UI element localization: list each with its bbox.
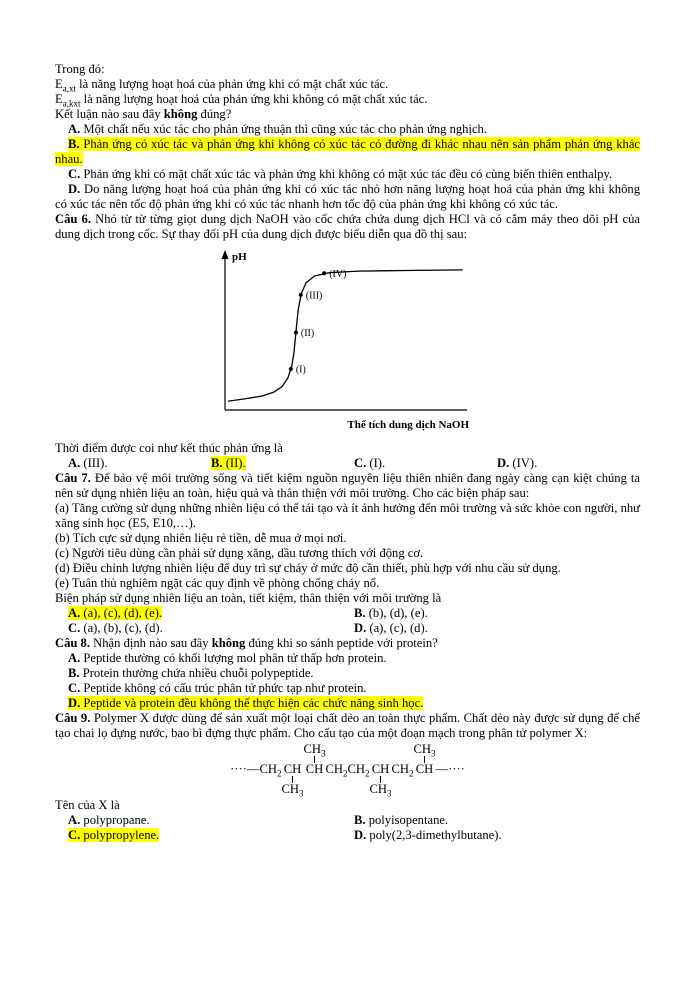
intro-options bbox=[55, 122, 640, 212]
q6-question: Thời điểm được coi như kết thúc phản ứng là bbox=[55, 441, 283, 455]
measure-item: (d) Điều chỉnh lượng nhiên liệu để duy trì sự cháy ở mức độ cần thiết, phù hợp với nhu cầu sử dụng. bbox=[55, 561, 561, 575]
chain-carbon-unit bbox=[260, 742, 282, 797]
answer-text: D. (IV). bbox=[497, 456, 538, 470]
q6-number: Câu 6. bbox=[55, 212, 91, 226]
answer-option-B bbox=[55, 666, 640, 681]
q9-options bbox=[68, 813, 640, 843]
q9-text: Polymer X được dùng để sản xuất một loại chất dẻo an toàn thực phẩm. Chất dẻo này được sử dụng để chế tạo chai lọ đựng nước, bao bì đựng thực phẩm. Cho cấu tạo của một đoạn mạch trong phân tử polymer X: bbox=[55, 711, 640, 740]
ea-kxt-text: là năng lượng hoạt hoá của phản ứng khi không có mặt chất xúc tác. bbox=[80, 92, 428, 106]
curve-point-label: (II) bbox=[300, 328, 315, 339]
y-axis-label: pH bbox=[232, 251, 247, 263]
answer-text: C. (I). bbox=[354, 456, 386, 470]
titration-curve bbox=[229, 270, 463, 401]
curve-point-dot bbox=[289, 367, 293, 371]
intro-heading: Trong đó: bbox=[55, 62, 105, 76]
q7-question: Biện pháp sử dụng nhiên liệu an toàn, tiết kiệm, thân thiện với môi trường là bbox=[55, 591, 442, 605]
q8-header: Câu 8. Nhận định nào sau đây không đúng khi so sánh peptide với protein? bbox=[55, 636, 438, 650]
chain-carbon-unit bbox=[326, 742, 348, 797]
chain-carbon-unit bbox=[392, 742, 414, 797]
q8-options bbox=[55, 651, 640, 711]
answer-text: A. polypropane. bbox=[68, 813, 150, 827]
intro-ea-xt-line bbox=[55, 77, 640, 92]
q7-measure-items bbox=[55, 501, 640, 591]
answer-text: D. (a), (c), (d). bbox=[354, 621, 428, 635]
ea-xt-text: là năng lượng hoạt hoá của phản ứng khi có mặt chất xúc tác. bbox=[75, 77, 389, 91]
q6-header bbox=[55, 212, 640, 242]
answer-text: A. Một chất nếu xúc tác cho phản ứng thuận thì cũng xúc tác cho phản ứng nghịch. bbox=[68, 122, 487, 136]
q6-text: Nhỏ từ từ từng giọt dung dịch NaOH vào cốc chứa chứa dung dịch HCl và có cắm máy theo dõi pH của dung dịch trong cốc. Sự thay đổi pH của dung dịch được biểu diễn qua đồ thị sau: bbox=[55, 212, 640, 241]
q7-number: Câu 7. bbox=[55, 471, 91, 485]
curve-point-dot bbox=[322, 271, 326, 275]
measure-item: (a) Tăng cường sử dụng những nhiên liệu có thể tái tạo và ít ảnh hưởng đến môi trường và sức khỏe con người, như xăng sinh học (E5, E10,…). bbox=[55, 501, 640, 530]
polymer-structure-formula bbox=[55, 742, 640, 797]
answer-text: D. poly(2,3-dimethylbutane). bbox=[354, 828, 502, 842]
ea-xt-symbol: E bbox=[55, 77, 63, 91]
chain-tail-dots: —···· bbox=[435, 762, 465, 776]
ea-kxt-subscript: a,kxt bbox=[62, 98, 81, 109]
chain-carbon: CH bbox=[415, 762, 434, 776]
highlighted-answer: D. Peptide và protein đều không thể thực hiện các chức năng sinh học. bbox=[68, 696, 424, 710]
intro-ea-kxt-line bbox=[55, 92, 640, 107]
answer-option-D bbox=[497, 456, 640, 471]
substituent-bottom: $CH_3$ bbox=[370, 776, 392, 797]
measure-item: (b) Tích cực sử dụng nhiên liệu rẻ tiền, dễ mua ở mọi nơi. bbox=[55, 531, 347, 545]
substituent-bottom: $CH_3$ bbox=[282, 776, 304, 797]
chain-carbon-unit bbox=[304, 742, 326, 797]
highlighted-answer: C. polypropylene. bbox=[68, 828, 160, 842]
answer-text: B. Protein thường chứa nhiều chuỗi polypeptide. bbox=[68, 666, 314, 680]
highlighted-answer: A. (a), (c), (d), (e). bbox=[68, 606, 163, 620]
chain-carbon: CH bbox=[283, 762, 302, 776]
curve-point-label: (III) bbox=[305, 290, 323, 302]
q9-number: Câu 9. bbox=[55, 711, 91, 725]
answer-option-A bbox=[68, 606, 354, 621]
answer-text: A. (III). bbox=[68, 456, 108, 470]
answer-option-D bbox=[55, 696, 640, 711]
answer-text: C. Peptide không có cấu trúc phân tử phức tạp như protein. bbox=[68, 681, 367, 695]
measure-item: (c) Người tiêu dùng cần phải sử dụng xăng, dầu tương thích với động cơ. bbox=[55, 546, 424, 560]
highlighted-answer: B. Phản ứng có xúc tác và phản ứng khi không có xúc tác có đường đi khác nhau nên sản phẩm phản ứng khác nhau. bbox=[55, 137, 640, 166]
highlighted-answer: B. (II). bbox=[211, 456, 246, 470]
chain-carbon: $CH_2$ bbox=[259, 762, 282, 779]
answer-option-C bbox=[354, 456, 497, 471]
chain-carbon: $CH_2$ bbox=[325, 762, 348, 779]
chain-carbon-unit bbox=[282, 742, 304, 797]
answer-option-B bbox=[55, 137, 640, 167]
answer-option-A bbox=[68, 456, 211, 471]
substituent-top: $CH_3$ bbox=[304, 742, 326, 763]
q7-options bbox=[68, 606, 640, 636]
chart-svg bbox=[209, 247, 479, 435]
ph-titration-chart bbox=[209, 247, 479, 439]
chain-carbon-unit bbox=[414, 742, 436, 797]
answer-option-C bbox=[68, 621, 354, 636]
curve-point-dot bbox=[299, 293, 303, 297]
q8-number: Câu 8. bbox=[55, 636, 90, 650]
answer-option-A bbox=[68, 813, 354, 828]
q9-header bbox=[55, 711, 640, 741]
intro-question: Kết luận nào sau đây không đúng? bbox=[55, 107, 232, 121]
answer-option-D bbox=[354, 621, 640, 636]
answer-option-C bbox=[55, 167, 640, 182]
substituent-top: $CH_3$ bbox=[414, 742, 436, 763]
chain-carbon-unit bbox=[348, 742, 370, 797]
answer-text: D. Do năng lượng hoạt hoá của phản ứng khi có xúc tác nhỏ hơn năng lượng hoạt hoá của phản ứng khi không có xúc tác nên tốc độ phản ứng khi có xúc tác nhanh hơn tốc độ của phản ứng khi không có xúc tác. bbox=[55, 182, 640, 211]
answer-option-B bbox=[354, 813, 640, 828]
answer-text: B. polyisopentane. bbox=[354, 813, 449, 827]
q7-header bbox=[55, 471, 640, 501]
ea-xt-subscript: a,xt bbox=[62, 83, 76, 94]
ea-kxt-symbol: E bbox=[55, 92, 63, 106]
x-axis-label: Thể tích dung dịch NaOH bbox=[347, 419, 469, 431]
q9-question: Tên của X là bbox=[55, 798, 120, 812]
answer-option-C bbox=[68, 828, 354, 843]
answer-option-B bbox=[211, 456, 354, 471]
answer-text: A. Peptide thường có khối lượng mol phân tử thấp hơn protein. bbox=[68, 651, 387, 665]
answer-text: B. (b), (d), (e). bbox=[354, 606, 428, 620]
measure-item: (e) Tuân thủ nghiêm ngặt các quy định về phòng chống cháy nổ. bbox=[55, 576, 380, 590]
curve-point-label: (IV) bbox=[329, 268, 347, 280]
chain-carbon: CH bbox=[305, 762, 324, 776]
answer-option-A bbox=[55, 651, 640, 666]
curve-point-dot bbox=[294, 331, 298, 335]
answer-option-B bbox=[354, 606, 640, 621]
curve-point-label: (I) bbox=[295, 364, 306, 376]
answer-option-D bbox=[55, 182, 640, 212]
answer-option-A bbox=[55, 122, 640, 137]
q7-text: Để bảo vệ môi trường sống và tiết kiệm nguồn nguyên liệu thiên nhiên đang ngày càng cạn kiệt chúng ta nên sử dụng nhiên liệu an toàn, hiệu quả và thân thiện với môi trường. Cho các biện pháp sau: bbox=[55, 471, 640, 500]
answer-option-C bbox=[55, 681, 640, 696]
chain-carbon: $CH_2$ bbox=[391, 762, 414, 779]
chain-carbon: CH bbox=[371, 762, 390, 776]
chain-carbon-unit bbox=[370, 742, 392, 797]
chain-lead-dots: ····— bbox=[230, 762, 260, 776]
answer-text: C. Phản ứng khi có mặt chất xúc tác và phản ứng khi không có mặt xúc tác đều có cùng biến thiên enthalpy. bbox=[68, 167, 613, 181]
answer-text: C. (a), (b), (c), (d). bbox=[68, 621, 163, 635]
q6-options bbox=[68, 456, 640, 471]
chain-carbon: $CH_2$ bbox=[347, 762, 370, 779]
answer-option-D bbox=[354, 828, 640, 843]
